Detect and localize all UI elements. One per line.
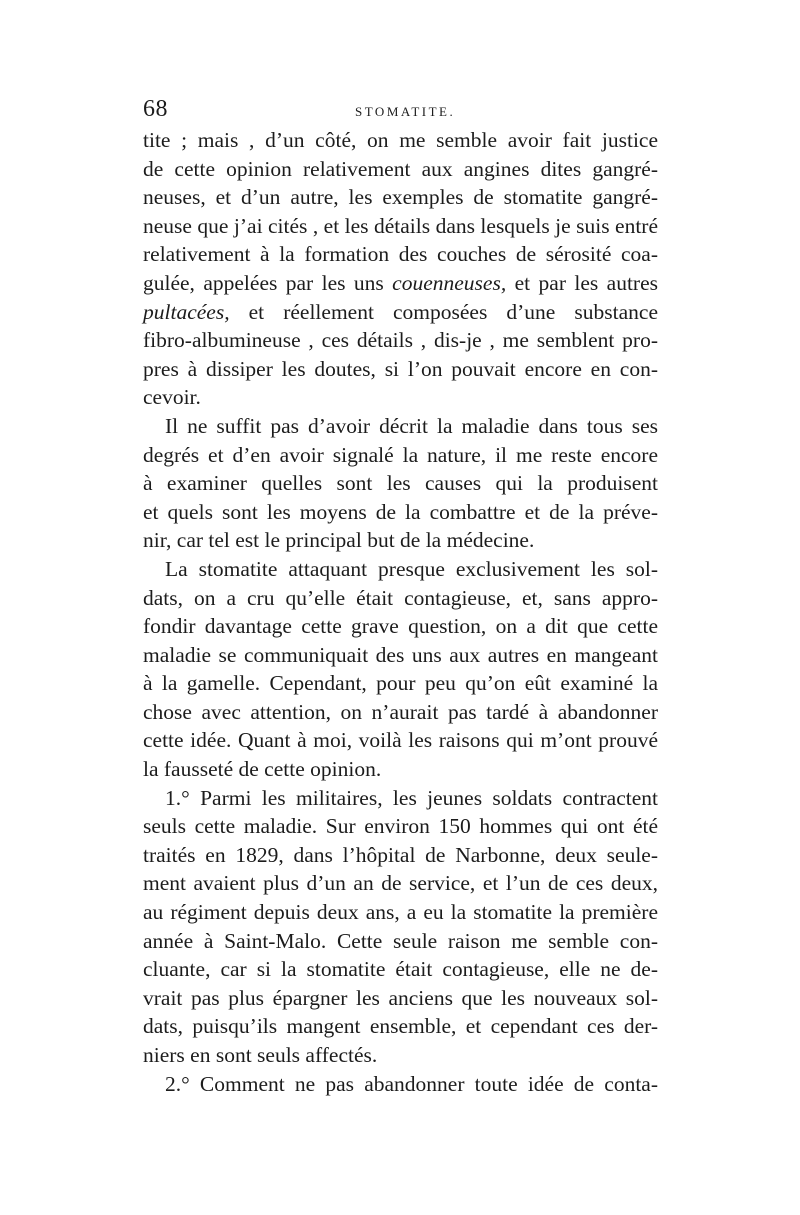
text-segment: et par les autres	[514, 270, 659, 295]
text-line: neuses, et d’un autre, les exemples de stomatite gangré-	[143, 185, 658, 210]
text-line: neuse que j’ai cités , et les détails dans lesquels je suis entré	[143, 213, 658, 238]
text-line: seuls cette maladie. Sur environ 150 hommes qui ont été	[143, 814, 658, 839]
paragraph-start: 1.° Parmi les militaires, les jeunes soldats contractent	[165, 785, 658, 810]
text-line: à examiner quelles sont les causes qui la produisent	[143, 471, 658, 496]
text-line: ment avaient plus d’un an de service, et l’un de ces deux,	[143, 871, 658, 896]
text-line: maladie se communiquait des uns aux autres en mangeant	[143, 642, 658, 667]
paragraph-start: 2.° Comment ne pas abandonner toute idée de conta-	[165, 1071, 658, 1096]
running-head: STOMATITE.	[355, 104, 456, 119]
text-line: fondir davantage cette grave question, on a dit que cette	[143, 614, 658, 639]
text-line: cevoir.	[143, 385, 201, 410]
text-line: la fausseté de cette opinion.	[143, 757, 382, 782]
text-line: et quels sont les moyens de la combattre et de la préve-	[143, 499, 658, 524]
paragraph-start: La stomatite attaquant presque exclusivement les sol-	[165, 556, 658, 581]
text-line: fibro-albumineuse , ces détails , dis-je , me semblent pro-	[143, 328, 658, 353]
text-line: à la gamelle. Cependant, pour peu qu’on eût examiné la	[143, 671, 658, 696]
text-line: dats, on a cru qu’elle était contagieuse, et, sans appro-	[143, 585, 658, 610]
text-line: relativement à la formation des couches de sérosité coa-	[143, 242, 658, 267]
italic-term-couenneuses: couenneuses,	[392, 270, 507, 295]
text-line: nir, car tel est le principal but de la médecine.	[143, 528, 535, 553]
text-line: au régiment depuis deux ans, a eu la stomatite la première	[143, 900, 658, 925]
paragraph-start: Il ne suffit pas d’avoir décrit la maladie dans tous ses	[165, 413, 658, 438]
text-segment: gulée, appelées par les uns	[143, 270, 384, 295]
text-line: traités en 1829, dans l’hôpital de Narbonne, deux seule-	[143, 842, 658, 867]
text-line: année à Saint-Malo. Cette seule raison me semble con-	[143, 928, 658, 953]
text-line: de cette opinion relativement aux angines dites gangré-	[143, 156, 658, 181]
text-line: degrés et d’en avoir signalé la nature, il me reste encore	[143, 442, 658, 467]
text-segment: et réellement composées d’une substance	[248, 299, 658, 324]
text-line: vrait pas plus épargner les anciens que les nouveaux sol-	[143, 985, 658, 1010]
italic-term-pultacees: pultacées,	[143, 299, 230, 324]
text-line: pres à dissiper les doutes, si l’on pouvait encore en con-	[143, 356, 658, 381]
text-line: chose avec attention, on n’aurait pas tardé à abandonner	[143, 699, 658, 724]
text-line: niers en sont seuls affectés.	[143, 1043, 378, 1067]
text-line: tite ; mais , d’un côté, on me semble avoir fait justice	[143, 128, 658, 152]
page-number: 68	[143, 96, 168, 122]
body-text	[143, 126, 658, 1098]
text-line: dats, puisqu’ils mangent ensemble, et cependant ces der-	[143, 1014, 658, 1039]
text-line-mixed	[143, 298, 658, 327]
text-line: cluante, car si la stomatite était contagieuse, elle ne de-	[143, 957, 658, 982]
page-header	[143, 96, 658, 126]
text-line: cette idée. Quant à moi, voilà les raisons qui m’ont prouvé	[143, 728, 658, 753]
text-line-mixed	[143, 269, 658, 298]
